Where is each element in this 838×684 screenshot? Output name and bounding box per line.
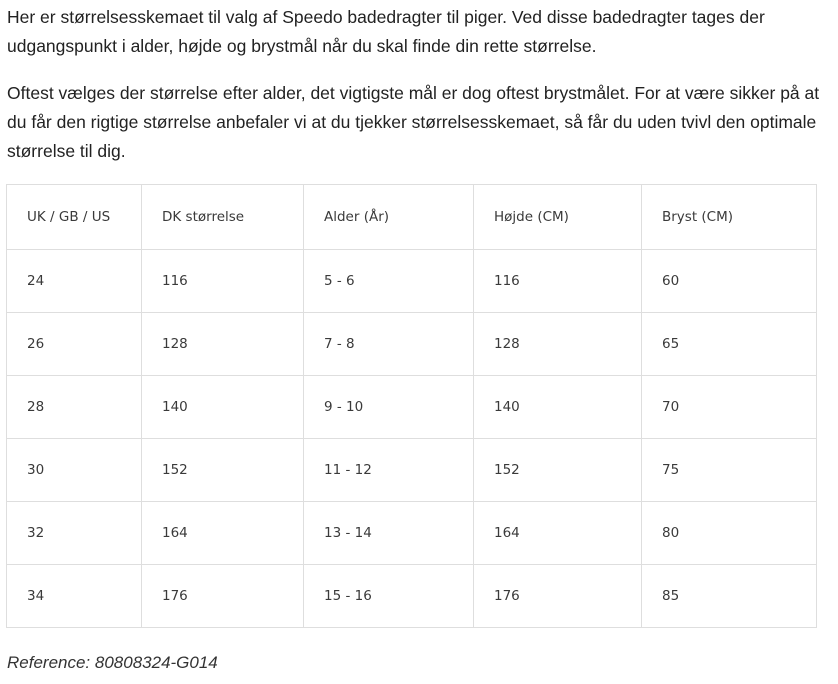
cell-age: 7 - 8 <box>304 313 474 376</box>
cell-dk-size: 116 <box>142 250 304 313</box>
cell-age: 9 - 10 <box>304 376 474 439</box>
cell-dk-size: 140 <box>142 376 304 439</box>
cell-uk-size: 32 <box>7 502 142 565</box>
cell-height: 176 <box>474 565 642 628</box>
table-row <box>7 502 817 565</box>
cell-chest: 80 <box>642 502 817 565</box>
cell-height: 164 <box>474 502 642 565</box>
header-age: Alder (År) <box>304 185 474 250</box>
table-row <box>7 376 817 439</box>
cell-uk-size: 34 <box>7 565 142 628</box>
cell-dk-size: 128 <box>142 313 304 376</box>
table-row <box>7 565 817 628</box>
cell-dk-size: 164 <box>142 502 304 565</box>
header-uk-gb-us: UK / GB / US <box>7 185 142 250</box>
cell-age: 5 - 6 <box>304 250 474 313</box>
table-header-row <box>7 185 817 250</box>
cell-height: 116 <box>474 250 642 313</box>
cell-chest: 75 <box>642 439 817 502</box>
header-chest: Bryst (CM) <box>642 185 817 250</box>
cell-age: 15 - 16 <box>304 565 474 628</box>
header-height: Højde (CM) <box>474 185 642 250</box>
cell-age: 11 - 12 <box>304 439 474 502</box>
size-chart-table <box>6 184 817 628</box>
cell-chest: 85 <box>642 565 817 628</box>
header-dk-size: DK størrelse <box>142 185 304 250</box>
cell-uk-size: 28 <box>7 376 142 439</box>
cell-chest: 65 <box>642 313 817 376</box>
cell-height: 128 <box>474 313 642 376</box>
product-reference: Reference: 80808324-G014 <box>7 653 218 672</box>
cell-uk-size: 26 <box>7 313 142 376</box>
intro-paragraph-2: Oftest vælges der størrelse efter alder, det vigtigste mål er dog oftest brystmålet. For at være sikker på at du får den rigtige størrelse anbefaler vi at du tjekker størrelsesskemaet, så får du uden tvivl den optimale størrelse til dig. <box>7 83 820 161</box>
cell-age: 13 - 14 <box>304 502 474 565</box>
cell-uk-size: 24 <box>7 250 142 313</box>
table-row <box>7 439 817 502</box>
cell-height: 152 <box>474 439 642 502</box>
cell-chest: 60 <box>642 250 817 313</box>
table-row <box>7 250 817 313</box>
cell-dk-size: 176 <box>142 565 304 628</box>
table-row <box>7 313 817 376</box>
cell-uk-size: 30 <box>7 439 142 502</box>
cell-dk-size: 152 <box>142 439 304 502</box>
cell-chest: 70 <box>642 376 817 439</box>
intro-paragraph-1: Her er størrelsesskemaet til valg af Speedo badedragter til piger. Ved disse badedragter tages der udgangspunkt i alder, højde og brystmål når du skal finde din rette størrelse. <box>7 7 765 56</box>
cell-height: 140 <box>474 376 642 439</box>
